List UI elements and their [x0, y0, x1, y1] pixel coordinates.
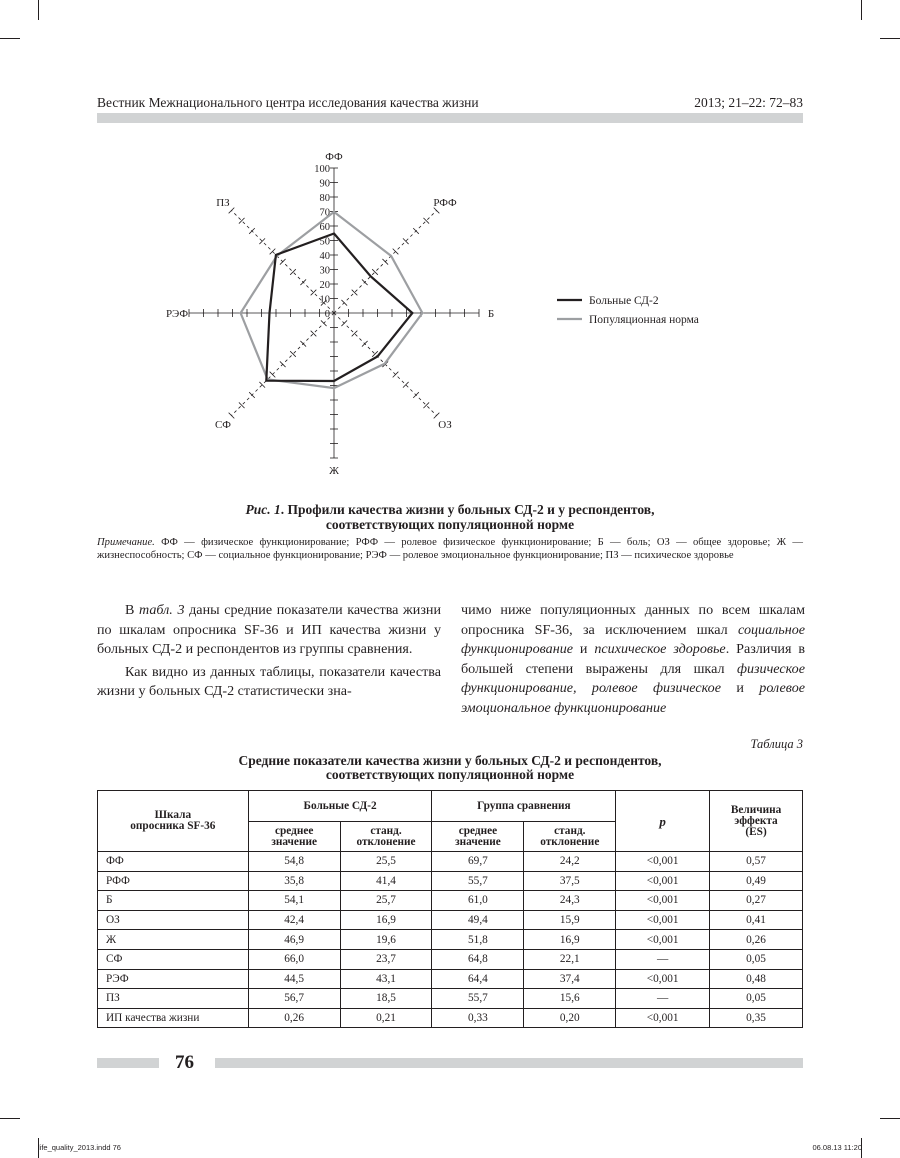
text-run: и [721, 680, 760, 697]
axis-tick [341, 320, 347, 326]
body-column-left [97, 601, 441, 702]
header-control: Группа сравнения [432, 791, 616, 822]
cell-value: 55,7 [432, 871, 524, 891]
paragraph-3 [461, 601, 805, 719]
paragraph-2 [97, 663, 441, 702]
axis-tick [434, 413, 440, 419]
tick-label: 90 [319, 178, 330, 190]
cell-value: 44,5 [248, 969, 340, 989]
header-scale [98, 791, 249, 852]
header-mean [432, 822, 524, 852]
figure-note [97, 536, 803, 562]
cell-value: <0,001 [616, 930, 710, 950]
cell-value: 25,5 [340, 852, 432, 872]
header-line: отклонение [356, 835, 416, 848]
axis-tick [300, 279, 306, 285]
header-es-line1: Величина [730, 803, 782, 816]
text-run: Как видно из данных таблицы, показатели качества жизни у больных СД-2 статистически зна- [97, 663, 441, 700]
text-run: В [125, 602, 140, 618]
axis-tick [413, 392, 419, 398]
cell-value: 23,7 [340, 949, 432, 969]
text-run: и [573, 641, 595, 658]
cell-scale: РФФ [98, 871, 249, 891]
footer-bar-left [97, 1058, 159, 1068]
cell-value: 0,49 [710, 871, 803, 891]
table-label: Таблица 3 [750, 737, 803, 751]
tick-label: 60 [319, 222, 330, 233]
cell-scale: РЭФ [98, 969, 249, 989]
cell-value: 25,7 [340, 891, 432, 911]
cell-value: <0,001 [616, 891, 710, 911]
cell-value: 54,8 [248, 852, 340, 872]
tick-label: 20 [319, 280, 330, 291]
body-column-right [461, 601, 805, 719]
axis-tick [341, 300, 347, 306]
cell-value: 51,8 [432, 930, 524, 950]
axis-label: ПЗ [216, 196, 230, 209]
cell-value: 66,0 [248, 949, 340, 969]
cell-scale: ИП качества жизни [98, 1008, 249, 1028]
note-text: ФФ — физическое функционирование; РФФ — ролевое физическое функционирование; Б — боль; ОЗ — общее здоровье; Ж — жизнеспособность; СФ — социальное функционирование; РЭФ — ролевое эмоциональное функционирование; ПЗ — психическое здоровье [97, 537, 803, 561]
cell-value: 46,9 [248, 930, 340, 950]
cell-scale: ОЗ [98, 910, 249, 930]
table-row [98, 930, 803, 950]
cell-value: 64,4 [432, 969, 524, 989]
cell-value: 35,8 [248, 871, 340, 891]
tick-label: 70 [319, 207, 330, 219]
header-line: значение [271, 835, 317, 848]
table-title-line1: Средние показатели качества жизни у больных СД-2 и респондентов, [238, 753, 662, 768]
cell-value: 0,27 [710, 891, 803, 911]
axis-label: ОЗ [438, 419, 452, 432]
header-line: отклонение [540, 835, 600, 848]
cell-value: 0,41 [710, 910, 803, 930]
note-label: Примечание. [97, 537, 155, 548]
axis-tick [229, 413, 235, 419]
table-title-line2: соответствующих популяционной норме [325, 767, 575, 782]
header-line: среднее [274, 824, 314, 837]
cell-value: 0,05 [710, 949, 803, 969]
cell-value: 22,1 [524, 949, 616, 969]
axis-tick [280, 361, 286, 367]
axis-label: РЭФ [165, 308, 189, 320]
cell-value: 49,4 [432, 910, 524, 930]
table-row [98, 871, 803, 891]
cell-value: 0,26 [248, 1008, 340, 1028]
axis-label: Ж [329, 465, 339, 477]
text-run-italic: ролевое эмоциональное функционирование [461, 680, 805, 716]
axis-label: ФФ [325, 151, 343, 163]
slug-file: life_quality_2013.indd 76 [38, 1143, 121, 1152]
cell-scale: Б [98, 891, 249, 911]
cell-value: 43,1 [340, 969, 432, 989]
header-es-line3: (ES) [745, 825, 767, 838]
axis-tick [249, 228, 255, 234]
slug-date: 06.08.13 11:20 [812, 1143, 862, 1152]
table-row [98, 949, 803, 969]
footer-bar-right [215, 1058, 803, 1068]
cell-value: <0,001 [616, 852, 710, 872]
tick-label: 50 [319, 236, 330, 248]
header-line: станд. [554, 824, 586, 837]
header-scale-line2: опросника SF-36 [130, 820, 216, 832]
legend-label-norm: Популяционная норма [589, 314, 699, 326]
cell-value: <0,001 [616, 871, 710, 891]
text-run-italic: физическое функционирование, ролевое физическое [461, 660, 805, 697]
cell-value: 69,7 [432, 852, 524, 872]
axis-label: СФ [214, 419, 231, 432]
cell-value: 54,1 [248, 891, 340, 911]
tick-label: 40 [319, 251, 330, 262]
crop-mark [0, 1118, 20, 1119]
cell-value: 0,57 [710, 852, 803, 872]
cell-value: 24,2 [524, 852, 616, 872]
table-row [98, 989, 803, 1009]
header-es [710, 791, 803, 852]
paragraph-1 [97, 601, 441, 660]
table-row [98, 891, 803, 911]
cell-value: <0,001 [616, 1008, 710, 1028]
cell-scale: СФ [98, 949, 249, 969]
cell-value: 15,9 [524, 910, 616, 930]
cell-value: 16,9 [524, 930, 616, 950]
cell-value: 64,8 [432, 949, 524, 969]
table-row [98, 852, 803, 872]
cell-value: 0,48 [710, 969, 803, 989]
cell-value: 0,35 [710, 1008, 803, 1028]
header-mean [248, 822, 340, 852]
header-sd [524, 822, 616, 852]
axis-tick [300, 341, 306, 347]
header-line: станд. [370, 824, 402, 837]
radar-chart [0, 0, 900, 500]
tick-label: 80 [319, 193, 330, 204]
page-number: 76 [175, 1052, 194, 1073]
header-es-line2: эффекта [734, 814, 778, 827]
tick-label: 30 [319, 265, 330, 277]
cell-value: <0,001 [616, 969, 710, 989]
cell-value: 18,5 [340, 989, 432, 1009]
cell-value: 55,7 [432, 989, 524, 1009]
axis-label: РФФ [433, 196, 457, 209]
table-row [98, 1008, 803, 1028]
text-run: даны средние показатели качества жизни по шкалам опросника SF-36 и ИП качества жизни у больных СД-2 и респондентов из группы сравнения. [97, 602, 441, 658]
cell-value: 0,21 [340, 1008, 432, 1028]
axis-tick [249, 392, 255, 398]
axis-tick [362, 341, 368, 347]
axis-tick [321, 320, 327, 326]
axis-tick [362, 279, 368, 285]
cell-value: <0,001 [616, 910, 710, 930]
header-sd [340, 822, 432, 852]
cell-value: 37,5 [524, 871, 616, 891]
text-run: . Различия в большей степени выражены для шкал [461, 641, 806, 677]
axis-tick [280, 259, 286, 265]
legend-label-patients: Больные СД-2 [589, 295, 659, 307]
table-title [97, 754, 803, 782]
figure-caption [97, 502, 803, 517]
tick-label: 100 [314, 164, 330, 175]
cell-value: — [616, 989, 710, 1009]
cell-value: 37,4 [524, 969, 616, 989]
table-reference: табл. 3 [139, 602, 185, 618]
cell-value: 15,6 [524, 989, 616, 1009]
cell-value: 16,9 [340, 910, 432, 930]
figure-caption-prefix: Рис. 1 [245, 502, 281, 517]
cell-value: 41,4 [340, 871, 432, 891]
cell-value: 0,05 [710, 989, 803, 1009]
axis-label: Б [487, 308, 495, 320]
text-run: чимо ниже популяционных данных по всем шкалам опросника SF-36, за исключением шкал [461, 602, 805, 638]
table-row [98, 969, 803, 989]
cell-value: — [616, 949, 710, 969]
header-line: среднее [458, 824, 498, 837]
crop-mark [880, 1118, 900, 1119]
issue-info: 2013; 21–22: 72–83 [694, 95, 803, 110]
text-run-italic: социальное функционирование [461, 621, 805, 658]
results-table [97, 790, 803, 1028]
header-scale-line1: Шкала [154, 809, 192, 821]
tick-label: 10 [319, 294, 330, 306]
cell-scale: ПЗ [98, 989, 249, 1009]
cell-value: 19,6 [340, 930, 432, 950]
header-line: значение [455, 835, 501, 848]
header-p: p [616, 791, 710, 852]
axis-tick [382, 259, 388, 265]
figure-caption-line2: соответствующих популяционной норме [325, 517, 575, 532]
cell-value: 0,20 [524, 1008, 616, 1028]
axis-tick [413, 228, 419, 234]
cell-value: 0,26 [710, 930, 803, 950]
header-patients: Больные СД-2 [248, 791, 432, 822]
table-row [98, 910, 803, 930]
cell-value: 0,33 [432, 1008, 524, 1028]
cell-scale: ФФ [98, 852, 249, 872]
journal-title: Вестник Межнационального центра исследования качества жизни [97, 95, 479, 110]
cell-value: 56,7 [248, 989, 340, 1009]
cell-value: 61,0 [432, 891, 524, 911]
tick-label: 0 [324, 309, 330, 320]
cell-scale: Ж [98, 930, 249, 950]
text-run-italic: психическое здоровье [594, 641, 726, 658]
cell-value: 42,4 [248, 910, 340, 930]
cell-value: 24,3 [524, 891, 616, 911]
figure-caption-text: . Профили качества жизни у больных СД-2 и у респондентов, [280, 502, 655, 517]
